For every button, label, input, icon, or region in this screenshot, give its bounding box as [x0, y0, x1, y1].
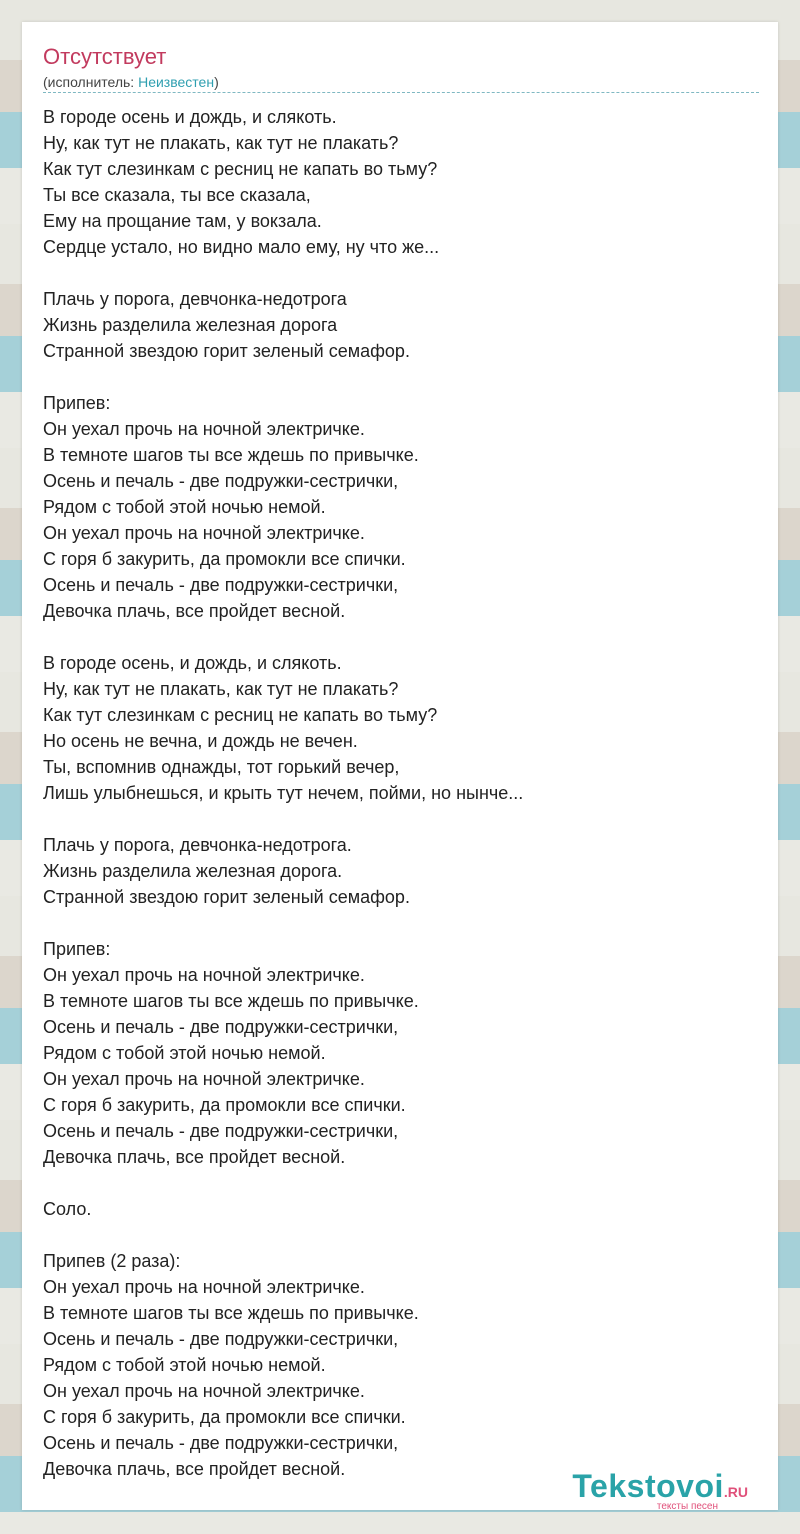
lyrics-text	[43, 104, 763, 1482]
lyric-line: Лишь улыбнешься, и крыть тут нечем, пойми, но нынче...	[43, 783, 524, 803]
lyric-line: С горя б закурить, да промокли все спички.	[43, 1407, 406, 1427]
lyric-line: Он уехал прочь на ночной электричке.	[43, 523, 365, 543]
lyric-line: Припев (2 раза):	[43, 1251, 181, 1271]
lyric-line: Как тут слезинкам с ресниц не капать во тьму?	[43, 159, 438, 179]
lyric-line	[43, 364, 763, 390]
lyric-line: В темноте шагов ты все ждешь по привычке.	[43, 445, 419, 465]
lyric-line: Рядом с тобой этой ночью немой.	[43, 1043, 326, 1063]
lyric-line: Как тут слезинкам с ресниц не капать во тьму?	[43, 705, 438, 725]
lyric-line: Припев:	[43, 939, 111, 959]
lyric-line: Он уехал прочь на ночной электричке.	[43, 965, 365, 985]
lyric-line: Рядом с тобой этой ночью немой.	[43, 1355, 326, 1375]
lyric-line	[43, 806, 763, 832]
lyric-line	[43, 624, 763, 650]
lyric-line: Припев:	[43, 393, 111, 413]
logo-tagline: тексты песен	[656, 1501, 718, 1512]
lyric-line: Но осень не вечна, и дождь не вечен.	[43, 731, 358, 751]
lyric-line: Осень и печаль - две подружки-сестрички,	[43, 471, 399, 491]
lyric-line: Жизнь разделила железная дорога	[43, 315, 338, 335]
artist-suffix: )	[214, 74, 219, 90]
lyric-line: Соло.	[43, 1199, 92, 1219]
artist-link[interactable]: Неизвестен	[138, 74, 215, 90]
lyric-line	[43, 1222, 763, 1248]
lyric-line: Ну, как тут не плакать, как тут не плакать?	[43, 133, 399, 153]
lyric-line: Ему на прощание там, у вокзала.	[43, 211, 322, 231]
lyric-line	[43, 910, 763, 936]
lyric-line: В темноте шагов ты все ждешь по привычке.	[43, 1303, 419, 1323]
artist-line	[43, 74, 219, 90]
logo-tld: .RU	[723, 1484, 748, 1500]
lyric-line: С горя б закурить, да промокли все спички.	[43, 549, 406, 569]
lyric-line: Странной звездою горит зеленый семафор.	[43, 887, 410, 907]
lyric-line: В городе осень, и дождь, и слякоть.	[43, 653, 342, 673]
lyric-line: В городе осень и дождь, и слякоть.	[43, 107, 337, 127]
lyric-line: Он уехал прочь на ночной электричке.	[43, 1069, 365, 1089]
artist-prefix: (исполнитель:	[43, 74, 139, 90]
lyric-line: Девочка плачь, все пройдет весной.	[43, 601, 346, 621]
lyric-line: Осень и печаль - две подружки-сестрички,	[43, 1017, 399, 1037]
lyrics-card	[22, 22, 778, 1510]
lyric-line	[43, 1170, 763, 1196]
lyric-line: Осень и печаль - две подружки-сестрички,	[43, 1329, 399, 1349]
song-title: Отсутствует	[43, 44, 167, 69]
lyric-line: Сердце устало, но видно мало ему, ну что же...	[43, 237, 440, 257]
site-logo[interactable]	[572, 1468, 748, 1512]
lyric-line: Осень и печаль - две подружки-сестрички,	[43, 575, 399, 595]
lyric-line: Девочка плачь, все пройдет весной.	[43, 1147, 346, 1167]
header-divider	[43, 92, 759, 93]
lyric-line: Он уехал прочь на ночной электричке.	[43, 1277, 365, 1297]
lyric-line: В темноте шагов ты все ждешь по привычке.	[43, 991, 419, 1011]
lyric-line: Девочка плачь, все пройдет весной.	[43, 1459, 346, 1479]
lyric-line: Плачь у порога, девчонка-недотрога	[43, 289, 347, 309]
lyric-line: Жизнь разделила железная дорога.	[43, 861, 343, 881]
lyric-line: С горя б закурить, да промокли все спички.	[43, 1095, 406, 1115]
lyric-line: Ты, вспомнив однажды, тот горький вечер,	[43, 757, 400, 777]
lyric-line: Ты все сказала, ты все сказала,	[43, 185, 311, 205]
lyric-line: Он уехал прочь на ночной электричке.	[43, 419, 365, 439]
lyric-line: Странной звездою горит зеленый семафор.	[43, 341, 410, 361]
logo-name: Tekstovoi	[572, 1468, 724, 1504]
lyric-line: Плачь у порога, девчонка-недотрога.	[43, 835, 352, 855]
lyric-line	[43, 260, 763, 286]
lyric-line: Рядом с тобой этой ночью немой.	[43, 497, 326, 517]
lyric-line: Он уехал прочь на ночной электричке.	[43, 1381, 365, 1401]
lyric-line: Осень и печаль - две подружки-сестрички,	[43, 1121, 399, 1141]
lyric-line: Ну, как тут не плакать, как тут не плакать?	[43, 679, 399, 699]
lyric-line: Осень и печаль - две подружки-сестрички,	[43, 1433, 399, 1453]
